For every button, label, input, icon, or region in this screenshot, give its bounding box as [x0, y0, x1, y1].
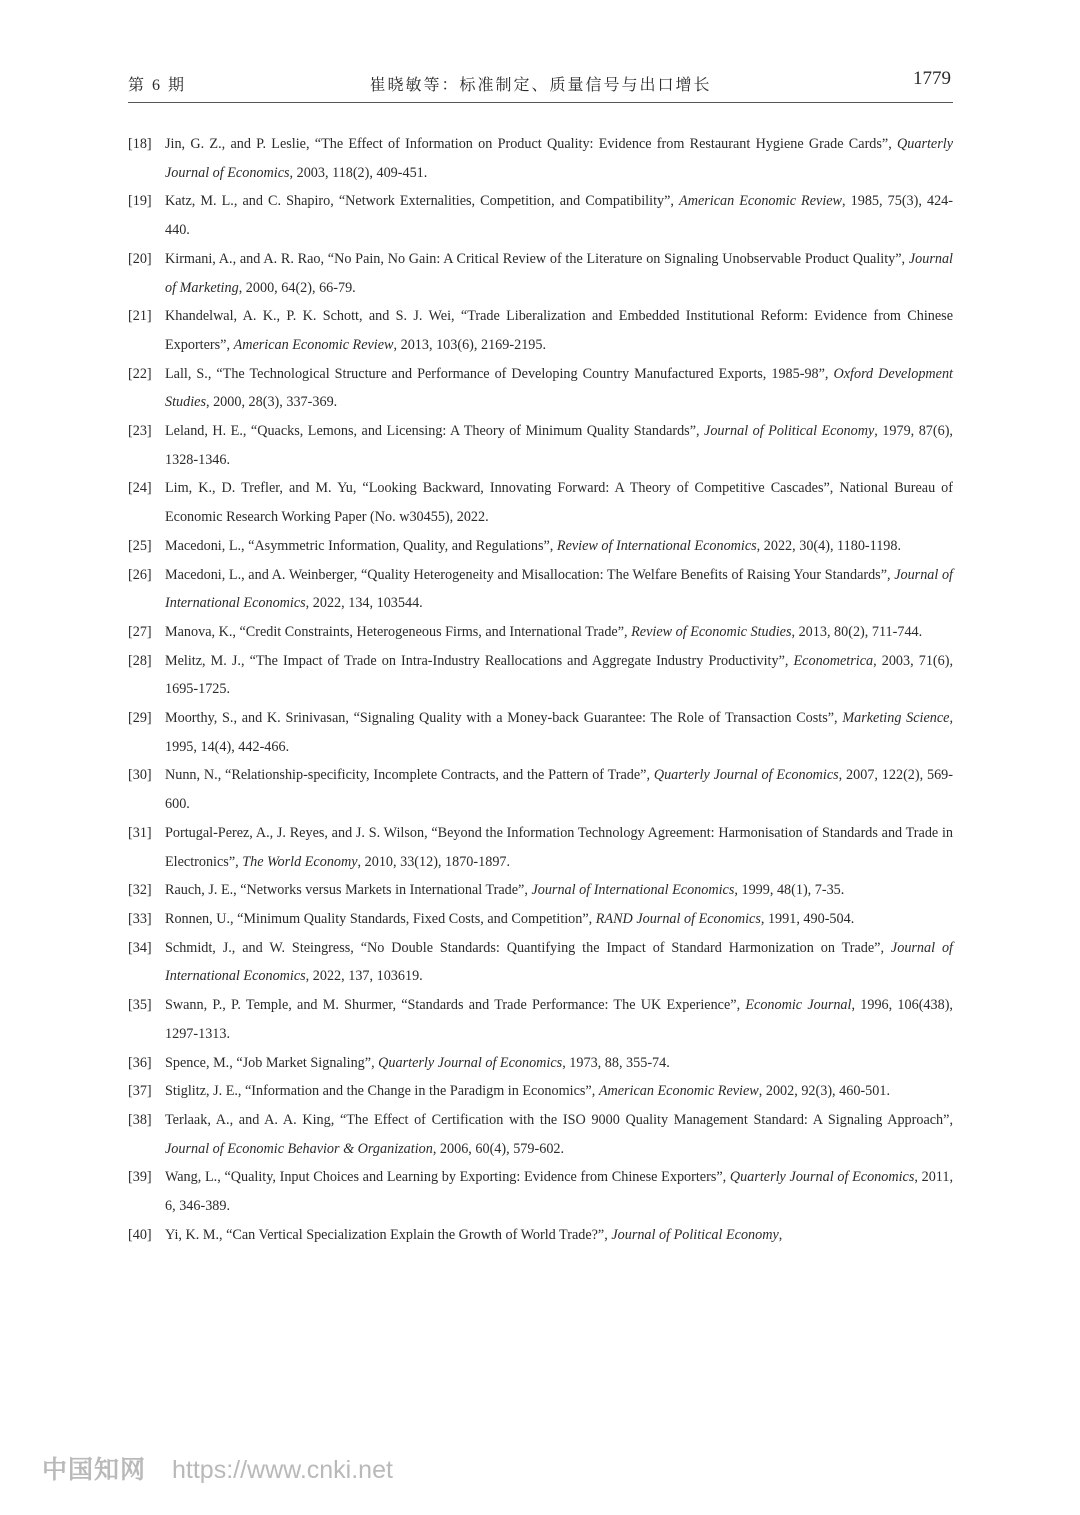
- reference-authors-title: Ronnen, U., “Minimum Quality Standards, Fixed Costs, and Competition”,: [165, 910, 596, 927]
- reference-entry: [128, 1163, 953, 1220]
- reference-authors-title: Portugal-Perez, A., J. Reyes, and J. S. Wilson, “Beyond the Information Technology Agreement: Harmonisation of Standards and Trade in Electronics”,: [165, 824, 953, 870]
- reference-number: [29]: [128, 710, 152, 727]
- reference-details: , 2002, 92(3), 460-501.: [758, 1083, 890, 1100]
- reference-entry: [128, 647, 953, 704]
- reference-authors-title: Stiglitz, J. E., “Information and the Change in the Paradigm in Economics”,: [165, 1083, 599, 1100]
- cnki-logo-text: 中国知网: [42, 1456, 147, 1484]
- reference-journal: RAND Journal of Economics: [595, 910, 761, 927]
- reference-entry: [128, 130, 953, 187]
- reference-details: , 1973, 88, 355-74.: [562, 1054, 670, 1071]
- reference-journal: American Economic Review: [679, 193, 843, 210]
- reference-details: , 2006, 60(4), 579-602.: [432, 1140, 565, 1157]
- reference-authors-title: Nunn, N., “Relationship-specificity, Incomplete Contracts, and the Pattern of Trade”,: [165, 767, 654, 784]
- reference-authors-title: Lall, S., “The Technological Structure and Performance of Developing Country Manufactured Exports, 1985-98”,: [165, 365, 834, 382]
- reference-number: [23]: [128, 423, 152, 440]
- reference-number: [37]: [128, 1083, 152, 1100]
- reference-journal: Economic Journal: [745, 997, 852, 1014]
- reference-authors-title: Terlaak, A., and A. A. King, “The Effect of Certification with the ISO 9000 Quality Management Standard: A Signaling Approach”,: [165, 1111, 953, 1128]
- reference-number: [36]: [128, 1054, 152, 1071]
- reference-journal: Journal of Political Economy: [611, 1226, 779, 1243]
- reference-number: [39]: [128, 1169, 152, 1186]
- reference-number: [30]: [128, 767, 152, 784]
- reference-details: , 2000, 64(2), 66-79.: [238, 279, 356, 296]
- running-header: [128, 66, 953, 103]
- reference-number: [22]: [128, 365, 152, 382]
- reference-entry: [128, 761, 953, 818]
- reference-number: [28]: [128, 652, 152, 669]
- reference-entry: [128, 1106, 953, 1163]
- reference-details: , 2007, 122(2), 569-600.: [165, 767, 953, 813]
- cnki-watermark: [42, 1450, 393, 1486]
- reference-number: [40]: [128, 1226, 152, 1243]
- reference-authors-title: Kirmani, A., and A. R. Rao, “No Pain, No Gain: A Critical Review of the Literature on Signaling Unobservable Product Quality”,: [165, 250, 909, 267]
- reference-entry: [128, 245, 953, 302]
- reference-entry: [128, 474, 953, 531]
- page-number: 1779: [913, 68, 951, 89]
- reference-journal: Journal of Economic Behavior & Organization: [165, 1140, 433, 1157]
- reference-entry: [128, 1077, 953, 1106]
- reference-authors-title: Macedoni, L., “Asymmetric Information, Quality, and Regulations”,: [165, 537, 557, 554]
- reference-details: , 2003, 118(2), 409-451.: [289, 164, 428, 181]
- reference-number: [21]: [128, 308, 152, 325]
- reference-authors-title: Manova, K., “Credit Constraints, Heterogeneous Firms, and International Trade”,: [165, 623, 632, 640]
- reference-details: , 1999, 48(1), 7-35.: [734, 882, 845, 899]
- cnki-url: https://www.cnki.net: [172, 1456, 393, 1484]
- reference-details: , 1985, 75(3), 424-440.: [165, 193, 953, 239]
- reference-journal: Journal of Political Economy: [704, 423, 875, 440]
- reference-entry: [128, 417, 953, 474]
- reference-details: , 2022, 137, 103619.: [305, 968, 423, 985]
- reference-journal: Quarterly Journal of Economics: [653, 767, 839, 784]
- reference-details: , 2010, 33(12), 1870-1897.: [357, 853, 511, 870]
- reference-details: , 2013, 103(6), 2169-2195.: [393, 336, 547, 353]
- reference-journal: Oxford Development Studies: [165, 365, 953, 411]
- reference-journal: Journal of International Economics: [531, 882, 735, 899]
- reference-details: , 2022, 134, 103544.: [305, 595, 423, 612]
- reference-number: [38]: [128, 1111, 152, 1128]
- reference-entry: [128, 1221, 953, 1250]
- reference-authors-title: Jin, G. Z., and P. Leslie, “The Effect of Information on Product Quality: Evidence from Restaurant Hygiene Grade Cards”,: [165, 136, 898, 152]
- reference-authors-title: Spence, M., “Job Market Signaling”,: [165, 1054, 379, 1071]
- reference-number: [26]: [128, 566, 152, 583]
- reference-entry: [128, 991, 953, 1048]
- reference-authors-title: Macedoni, L., and A. Weinberger, “Quality Heterogeneity and Misallocation: The Welfare Benefits of Raising Your Standards”,: [165, 566, 895, 583]
- reference-journal: American Economic Review: [233, 336, 394, 353]
- reference-authors-title: Wang, L., “Quality, Input Choices and Learning by Exporting: Evidence from Chinese Exporters”,: [165, 1169, 730, 1186]
- reference-authors-title: Katz, M. L., and C. Shapiro, “Network Externalities, Competition, and Compatibility”,: [165, 193, 680, 210]
- reference-authors-title: Leland, H. E., “Quacks, Lemons, and Licensing: A Theory of Minimum Quality Standards”,: [165, 423, 705, 440]
- reference-details: , 2011, 6, 346-389.: [165, 1169, 953, 1215]
- reference-entry: [128, 876, 953, 905]
- reference-number: [20]: [128, 250, 152, 267]
- reference-entry: [128, 934, 953, 991]
- reference-authors-title: Schmidt, J., and W. Steingress, “No Double Standards: Quantifying the Impact of Standard Harmonization on Trade”,: [165, 939, 891, 956]
- reference-authors-title: Swann, P., P. Temple, and M. Shurmer, “Standards and Trade Performance: The UK Experience”,: [165, 997, 746, 1014]
- reference-details: , 1979, 87(6), 1328-1346.: [165, 423, 953, 468]
- reference-details: , 1995, 14(4), 442-466.: [165, 710, 954, 755]
- reference-entry: [128, 905, 953, 934]
- reference-details: , 2013, 80(2), 711-744.: [791, 623, 923, 640]
- reference-journal: American Economic Review: [598, 1083, 759, 1100]
- reference-journal: Journal of International Economics: [165, 566, 953, 612]
- reference-number: [31]: [128, 824, 152, 841]
- reference-entry: [128, 360, 953, 417]
- reference-entry: [128, 532, 953, 561]
- reference-journal: Journal of Marketing: [165, 250, 953, 296]
- reference-details: , 2003, 71(6), 1695-1725.: [165, 652, 953, 698]
- reference-journal: Quarterly Journal of Economics: [378, 1054, 563, 1071]
- reference-number: [32]: [128, 882, 152, 899]
- reference-entry: [128, 704, 953, 761]
- reference-authors-title: Melitz, M. J., “The Impact of Trade on Intra-Industry Reallocations and Aggregate Industry Productivity”,: [165, 652, 794, 669]
- reference-authors-title: Lim, K., D. Trefler, and M. Yu, “Looking Backward, Innovating Forward: A Theory of Competitive Cascades”, National Bureau of Economic Research Working Paper (No. w30455), 2022.: [165, 480, 953, 526]
- reference-entry: [128, 819, 953, 876]
- reference-details: , 2000, 28(3), 337-369.: [205, 394, 338, 411]
- reference-journal: Review of International Economics: [556, 537, 757, 554]
- reference-number: [34]: [128, 939, 152, 956]
- reference-journal: Review of Economic Studies: [631, 623, 792, 640]
- reference-entry: [128, 1049, 953, 1078]
- reference-number: [25]: [128, 537, 152, 554]
- reference-authors-title: Khandelwal, A. K., P. K. Schott, and S. J. Wei, “Trade Liberalization and Embedded Institutional Reform: Evidence from Chinese Exporters”,: [165, 308, 953, 353]
- reference-number: [27]: [128, 623, 152, 640]
- reference-entry: [128, 187, 953, 244]
- reference-entry: [128, 561, 953, 618]
- reference-list: [128, 130, 953, 1249]
- reference-journal: Econometrica: [793, 652, 874, 669]
- reference-number: [24]: [128, 480, 152, 497]
- reference-details: ,: [778, 1226, 783, 1243]
- reference-journal: The World Economy: [242, 853, 358, 870]
- reference-entry: [128, 302, 953, 359]
- issue-label: 第 6 期: [128, 77, 187, 94]
- reference-number: [33]: [128, 910, 152, 927]
- reference-number: [35]: [128, 997, 152, 1014]
- reference-journal: Journal of International Economics: [165, 939, 953, 985]
- reference-details: , 2022, 30(4), 1180-1198.: [756, 537, 902, 554]
- reference-journal: Marketing Science: [842, 710, 950, 727]
- reference-number: [19]: [128, 193, 152, 210]
- reference-journal: Quarterly Journal of Economics: [729, 1169, 915, 1186]
- reference-authors-title: Yi, K. M., “Can Vertical Specialization Explain the Growth of World Trade?”,: [165, 1226, 612, 1243]
- reference-authors-title: Moorthy, S., and K. Srinivasan, “Signaling Quality with a Money-back Guarantee: The Role of Transaction Costs”,: [165, 710, 843, 727]
- reference-details: , 1991, 490-504.: [760, 910, 855, 927]
- reference-authors-title: Rauch, J. E., “Networks versus Markets in International Trade”,: [165, 882, 532, 899]
- running-title: 崔晓敏等：标准制定、质量信号与出口增长: [369, 77, 712, 94]
- reference-entry: [128, 618, 953, 647]
- reference-journal: Quarterly Journal of Economics: [165, 136, 953, 181]
- reference-number: [18]: [128, 136, 152, 152]
- reference-details: , 1996, 106(438), 1297-1313.: [165, 997, 953, 1042]
